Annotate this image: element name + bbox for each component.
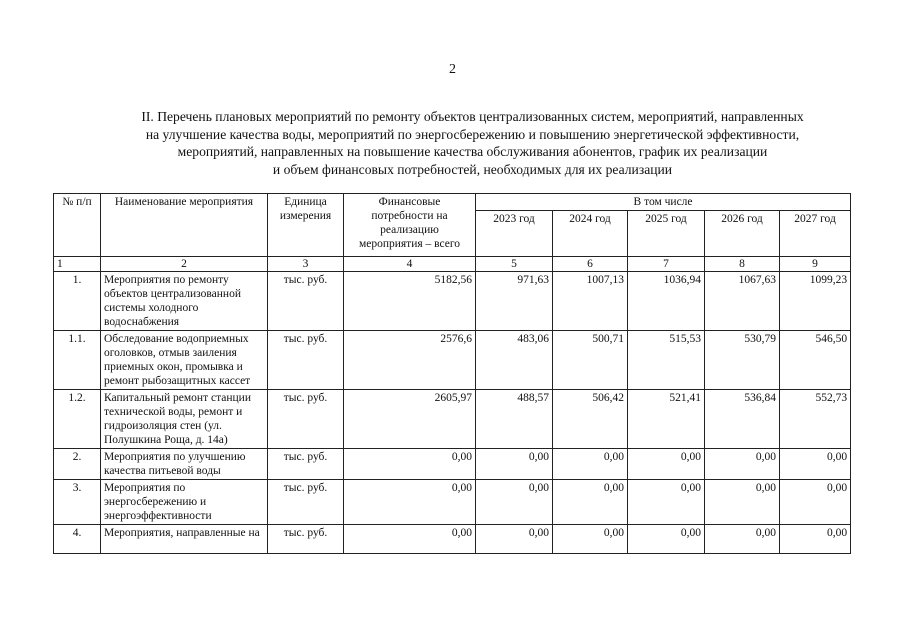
row-name: Мероприятия по улучшению качества питьевой воды <box>101 449 268 480</box>
row-year-value: 0,00 <box>553 480 628 525</box>
header-num: № п/п <box>54 194 101 257</box>
row-year-value: 0,00 <box>628 525 705 554</box>
row-unit: тыс. руб. <box>268 272 344 331</box>
row-year-value: 530,79 <box>705 331 780 390</box>
row-year-value: 0,00 <box>705 525 780 554</box>
row-year-value: 0,00 <box>628 480 705 525</box>
header-name: Наименование мероприятия <box>101 194 268 257</box>
section-heading <box>60 108 885 178</box>
row-name: Обследование водоприемных оголовков, отмыв заиления приемных окон, промывка и ремонт рыбозащитных кассет <box>101 331 268 390</box>
row-num: 1.2. <box>54 390 101 449</box>
header-year: 2027 год <box>780 211 851 257</box>
row-year-value: 0,00 <box>553 525 628 554</box>
header-year: 2026 год <box>705 211 780 257</box>
row-name: Капитальный ремонт станции технической воды, ремонт и гидроизоляция стен (ул. Полушкина Роща, д. 14а) <box>101 390 268 449</box>
row-num: 1.1. <box>54 331 101 390</box>
row-name: Мероприятия по энергосбережению и энергоэффективности <box>101 480 268 525</box>
row-year-value: 971,63 <box>476 272 553 331</box>
row-year-value: 0,00 <box>705 449 780 480</box>
row-year-value: 0,00 <box>705 480 780 525</box>
table-row <box>54 449 851 480</box>
row-year-value: 488,57 <box>476 390 553 449</box>
row-name: Мероприятия, направленные на <box>101 525 268 554</box>
row-year-value: 1036,94 <box>628 272 705 331</box>
header-year: 2024 год <box>553 211 628 257</box>
page-number: 2 <box>449 62 456 77</box>
row-year-value: 0,00 <box>476 525 553 554</box>
column-number: 5 <box>476 257 553 272</box>
column-number: 4 <box>344 257 476 272</box>
row-year-value: 0,00 <box>780 480 851 525</box>
table-row <box>54 480 851 525</box>
column-number-row <box>54 257 851 272</box>
heading-line: II. Перечень плановых мероприятий по ремонту объектов централизованных систем, мероприятий, направленных <box>141 109 804 124</box>
column-number: 7 <box>628 257 705 272</box>
row-unit: тыс. руб. <box>268 480 344 525</box>
row-year-value: 515,53 <box>628 331 705 390</box>
row-year-value: 506,42 <box>553 390 628 449</box>
row-unit: тыс. руб. <box>268 390 344 449</box>
row-num: 2. <box>54 449 101 480</box>
header-including: В том числе <box>476 194 851 211</box>
row-total: 0,00 <box>344 525 476 554</box>
row-name: Мероприятия по ремонту объектов централизованной системы холодного водоснабжения <box>101 272 268 331</box>
row-year-value: 0,00 <box>553 449 628 480</box>
heading-line: на улучшение качества воды, мероприятий по энергосбережению и повышению энергетической эффективности, <box>145 126 800 142</box>
row-total: 5182,56 <box>344 272 476 331</box>
header-row <box>54 194 851 211</box>
row-total: 0,00 <box>344 480 476 525</box>
header-year: 2023 год <box>476 211 553 257</box>
row-year-value: 0,00 <box>780 525 851 554</box>
row-year-value: 1067,63 <box>705 272 780 331</box>
header-finance: Финансовые потребности на реализацию мероприятия – всего <box>344 194 476 257</box>
row-unit: тыс. руб. <box>268 525 344 554</box>
column-number: 1 <box>54 257 101 272</box>
row-num: 1. <box>54 272 101 331</box>
plan-table <box>53 193 851 554</box>
row-year-value: 1099,23 <box>780 272 851 331</box>
row-num: 3. <box>54 480 101 525</box>
table-row <box>54 525 851 554</box>
row-year-value: 1007,13 <box>553 272 628 331</box>
header-year: 2025 год <box>628 211 705 257</box>
row-num: 4. <box>54 525 101 554</box>
row-year-value: 0,00 <box>476 449 553 480</box>
row-year-value: 0,00 <box>628 449 705 480</box>
column-number: 3 <box>268 257 344 272</box>
row-year-value: 552,73 <box>780 390 851 449</box>
column-number: 9 <box>780 257 851 272</box>
row-year-value: 536,84 <box>705 390 780 449</box>
heading-line: и объем финансовых потребностей, необходимых для их реализации <box>272 161 673 177</box>
row-year-value: 546,50 <box>780 331 851 390</box>
row-year-value: 521,41 <box>628 390 705 449</box>
table-row <box>54 331 851 390</box>
row-unit: тыс. руб. <box>268 449 344 480</box>
row-total: 0,00 <box>344 449 476 480</box>
row-year-value: 500,71 <box>553 331 628 390</box>
header-unit: Единица измерения <box>268 194 344 257</box>
row-year-value: 483,06 <box>476 331 553 390</box>
row-total: 2605,97 <box>344 390 476 449</box>
column-number: 2 <box>101 257 268 272</box>
column-number: 6 <box>553 257 628 272</box>
row-year-value: 0,00 <box>476 480 553 525</box>
table-row <box>54 390 851 449</box>
table-row <box>54 272 851 331</box>
row-year-value: 0,00 <box>780 449 851 480</box>
row-total: 2576,6 <box>344 331 476 390</box>
heading-line: мероприятий, направленных на повышение качества обслуживания абонентов, график их реализации <box>177 144 768 159</box>
column-number: 8 <box>705 257 780 272</box>
row-unit: тыс. руб. <box>268 331 344 390</box>
